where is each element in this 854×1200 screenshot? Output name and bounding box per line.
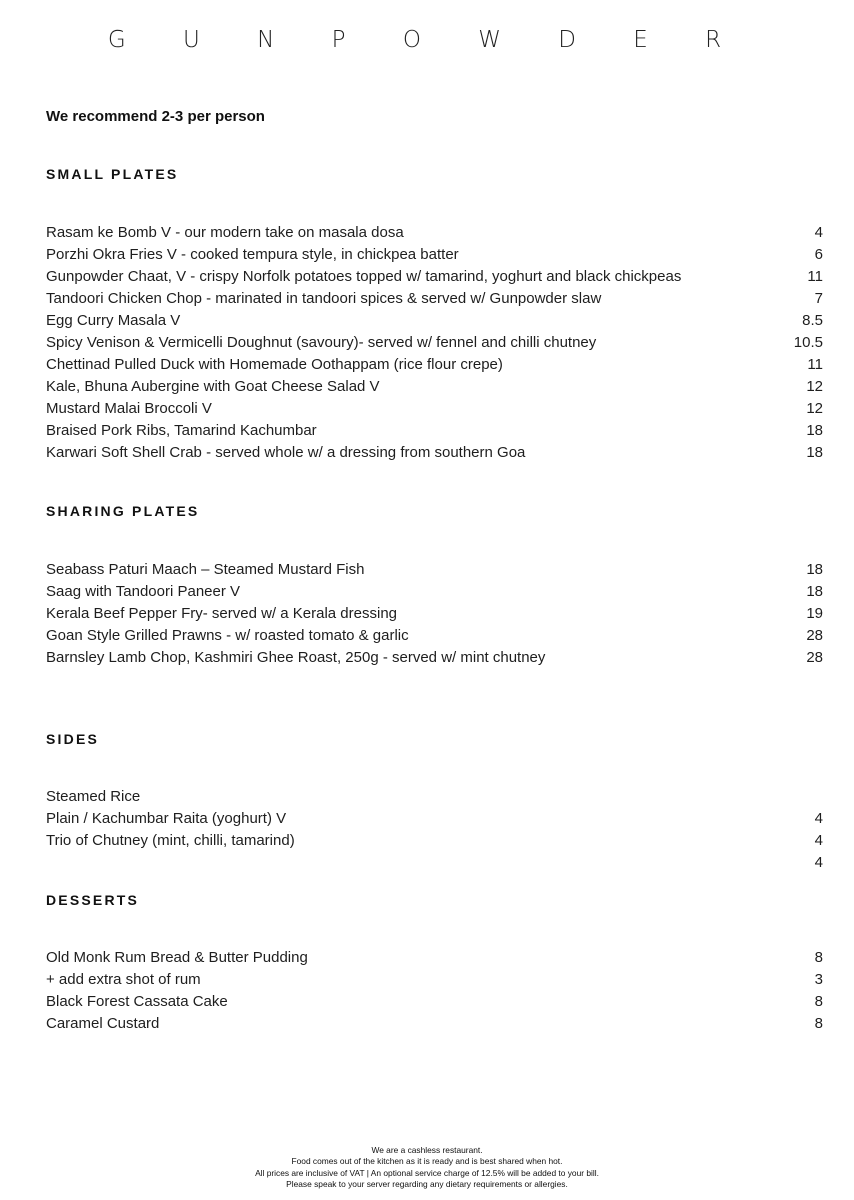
item-name: Saag with Tandoori Paneer V [46, 583, 241, 600]
brand-logo: G U N P O W D E R [107, 27, 747, 53]
small-plates-heading: SMALL PLATES [46, 166, 179, 182]
footer-line: Food comes out of the kitchen as it is ready and is best shared when hot. [291, 1156, 563, 1167]
menu-item [46, 376, 823, 398]
small-plates-list [46, 222, 823, 464]
side-price: 4 [814, 832, 823, 849]
side-item: Trio of Chutney (mint, chilli, tamarind) [46, 832, 295, 849]
sides-prices [815, 808, 823, 874]
item-name: Goan Style Grilled Prawns - w/ roasted tomato & garlic [46, 627, 409, 644]
menu-item [46, 947, 823, 969]
item-price: 11 [807, 268, 823, 285]
item-price: 8.5 [802, 312, 823, 329]
item-name: Old Monk Rum Bread & Butter Pudding [46, 949, 308, 966]
desserts-heading: DESSERTS [46, 892, 140, 908]
menu-item [46, 442, 823, 464]
item-name: Porzhi Okra Fries V - cooked tempura style, in chickpea batter [46, 246, 459, 263]
footer-line: Please speak to your server regarding any dietary requirements or allergies. [286, 1179, 568, 1190]
item-name: Barnsley Lamb Chop, Kashmiri Ghee Roast, 250g - served w/ mint chutney [46, 649, 546, 666]
item-name: Kerala Beef Pepper Fry- served w/ a Kerala dressing [46, 605, 397, 622]
item-name: Tandoori Chicken Chop - marinated in tandoori spices & served w/ Gunpowder slaw [46, 290, 602, 307]
item-name: Karwari Soft Shell Crab - served whole w/ a dressing from southern Goa [46, 444, 526, 461]
side-price: 4 [814, 810, 823, 827]
menu-item [46, 222, 823, 244]
item-name: Egg Curry Masala V [46, 312, 181, 329]
sides-heading: SIDES [46, 731, 100, 747]
footer-line: We are a cashless restaurant. [371, 1145, 483, 1155]
sides-list [46, 786, 823, 852]
item-price: 6 [814, 246, 823, 263]
menu-item [46, 354, 823, 376]
menu-item [46, 266, 823, 288]
item-price: 3 [814, 971, 823, 988]
item-price: 18 [806, 422, 823, 439]
menu-item [46, 332, 823, 354]
item-price: 18 [806, 583, 823, 600]
item-name: Chettinad Pulled Duck with Homemade Oothappam (rice flour crepe) [46, 356, 503, 373]
item-price: 4 [814, 224, 823, 241]
item-price: 8 [814, 993, 823, 1010]
item-price: 8 [814, 949, 823, 966]
sharing-plates-heading: SHARING PLATES [46, 503, 200, 519]
item-price: 18 [806, 444, 823, 461]
item-name: Braised Pork Ribs, Tamarind Kachumbar [46, 422, 317, 439]
item-name: Rasam ke Bomb V - our modern take on masala dosa [46, 224, 404, 241]
item-name: Black Forest Cassata Cake [46, 993, 228, 1010]
item-name: + add extra shot of rum [46, 971, 201, 988]
item-price: 18 [806, 561, 823, 578]
sharing-plates-list [46, 559, 823, 669]
item-price: 28 [806, 649, 823, 666]
footer-line: All prices are inclusive of VAT | An optional service charge of 12.5% will be added to your bill. [255, 1167, 599, 1178]
menu-item [46, 1013, 823, 1035]
menu-item [46, 603, 823, 625]
menu-item [46, 420, 823, 442]
footer-notes [0, 1145, 854, 1191]
item-name: Seabass Paturi Maach – Steamed Mustard Fish [46, 561, 365, 578]
menu-item [46, 288, 823, 310]
item-name: Kale, Bhuna Aubergine with Goat Cheese Salad V [46, 378, 380, 395]
menu-item [46, 398, 823, 420]
item-name: Mustard Malai Broccoli V [46, 400, 212, 417]
desserts-list [46, 947, 823, 1035]
item-price: 10.5 [793, 334, 823, 351]
menu-item [46, 310, 823, 332]
item-price: 12 [806, 378, 823, 395]
item-price: 11 [807, 356, 823, 373]
item-name: Gunpowder Chaat, V - crispy Norfolk potatoes topped w/ tamarind, yoghurt and black chickpeas [46, 268, 682, 285]
menu-item [46, 581, 823, 603]
item-price: 8 [814, 1015, 823, 1032]
item-price: 12 [806, 400, 823, 417]
side-item: Steamed Rice [46, 788, 141, 805]
item-price: 28 [806, 627, 823, 644]
item-name: Caramel Custard [46, 1015, 160, 1032]
menu-item [46, 244, 823, 266]
side-item: Plain / Kachumbar Raita (yoghurt) V [46, 810, 287, 827]
item-price: 7 [814, 290, 823, 307]
menu-item [46, 991, 823, 1013]
recommendation-note: We recommend 2-3 per person [46, 108, 265, 125]
item-price: 19 [806, 605, 823, 622]
item-name: Spicy Venison & Vermicelli Doughnut (savoury)- served w/ fennel and chilli chutney [46, 334, 597, 351]
menu-item [46, 625, 823, 647]
side-price: 4 [814, 854, 823, 871]
menu-item [46, 647, 823, 669]
menu-item [46, 969, 823, 991]
menu-item [46, 559, 823, 581]
